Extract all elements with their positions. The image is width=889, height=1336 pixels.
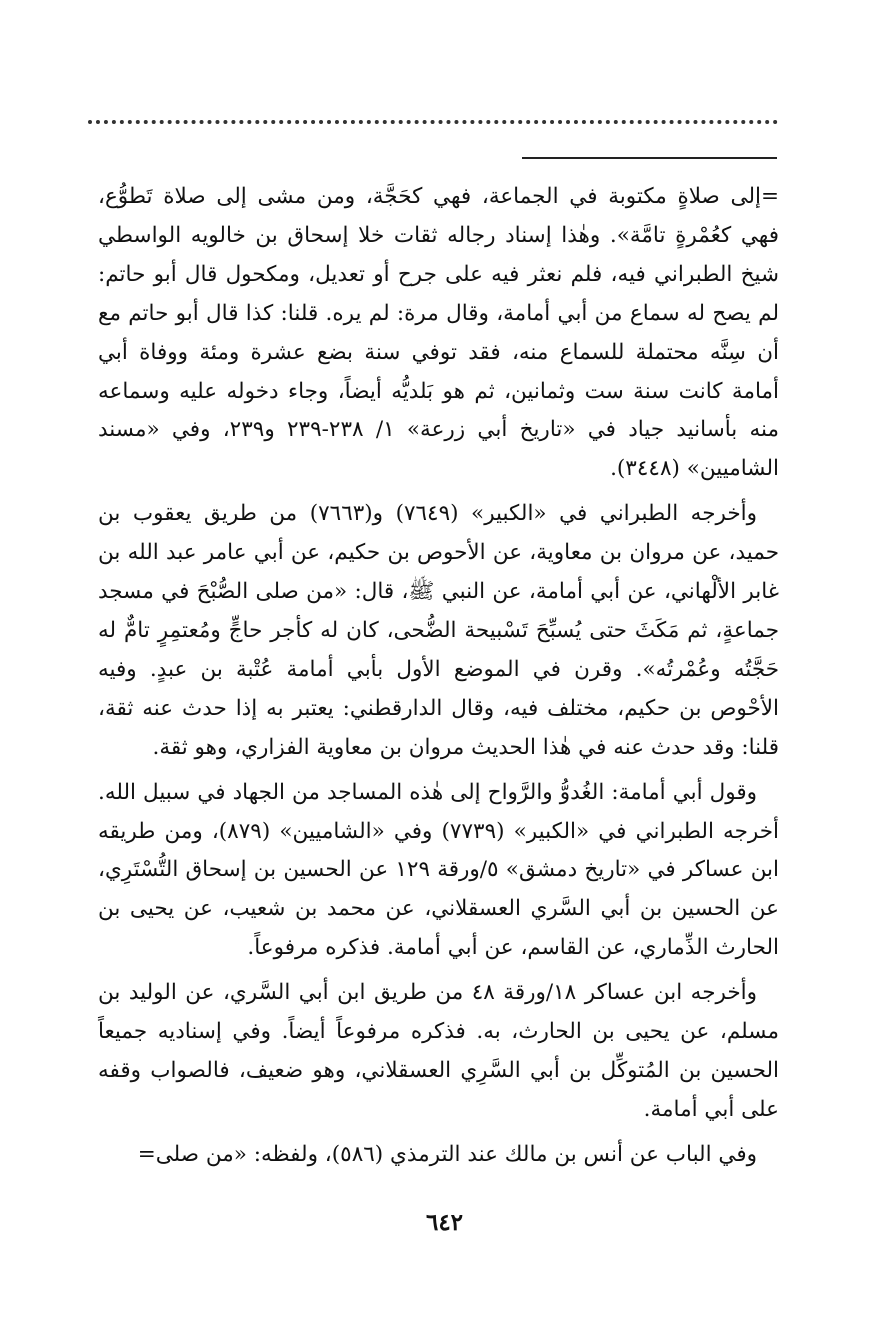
paragraph-ibn-asakir: وأخرجه ابن عساكر ١٨/ورقة ٤٨ من طريق ابن أبي السَّري، عن الوليد بن مسلم، عن يحيى بن الحارث، به. فذكره مرفوعاً أيضاً. وفي إسناديه جميعاً الحسين بن المُتوكِّل بن أبي السَّرِي العسقلاني، وهو ضعيف، فالصواب وقفه على أبي أمامة. <box>98 980 779 1122</box>
paragraph-abu-umama-saying: وقول أبي أمامة: الغُدوُّ والرَّواح إلى هٰذه المساجد من الجهاد في سبيل الله. أخرجه الطبراني في «الكبير» (٧٧٣٩) وفي «الشاميين» (٨٧٩)، ومن طريقه ابن عساكر في «تاريخ دمشق» ٥/ورقة ١٢٩ عن الحسين بن إسحاق التُّسْتَرِي، عن الحسين بن أبي السَّري العسقلاني، عن محمد بن شعيب، عن يحيى بن الحارث الذِّماري، عن القاسم، عن أبي أمامة. فذكره مرفوعاً. <box>98 779 780 961</box>
paragraph-tabarani: وأخرجه الطبراني في «الكبير» (٧٦٤٩) و(٧٦٦٣) من طريق يعقوب بن حميد، عن مروان بن معاوية، عن الأحوص بن حكيم، عن أبي عامر عبد الله بن غابر الألْهاني، عن أبي أمامة، عن النبي ﷺ، قال: «من صلى الصُّبْحَ في مسجد جماعةٍ، ثم مَكَثَ حتى يُسبِّحَ تَسْبيحة الضُّحى، كان له كأجر حاجٍّ ومُعتمِرٍ تامٌّ له حَجَّتُه وعُمْرتُه». وقرن في الموضع الأول بأبي أمامة عُتْبة بن عبدٍ. وفيه الأحْوص بن حكيم، مختلف فيه، وقال الدارقطني: يعتبر به إذا حدث عنه ثقة، قلنا: وقد حدث عنه في هٰذا الحديث مروان بن معاوية الفزاري، وهو ثقة. <box>98 501 779 760</box>
paragraph-continuation: =إلى صلاةٍ مكتوبة في الجماعة، فهي كحَجَّة، ومن مشى إلى صلاة تَطوُّع، فهي كعُمْرةٍ تامَّة». وهٰذا إسناد رجاله ثقات خلا إسحاق بن خالويه الواسطي شيخ الطبراني فيه، فلم نعثر فيه على جرح أو تعديل، ومكحول قال أبو حاتم: لم يصح له سماع من أبي أمامة، وقال مرة: لم يره. قلنا: كذا قال أبو حاتم مع أن سِنَّه محتملة للسماع منه، فقد توفي سنة بضع عشرة ومئة ووفاة أبي أمامة كانت سنة ست وثمانين، ثم هو بَلديُّه أيضاً، وجاء دخوله عليه وسماعه منه بأسانيد جياد في «تاريخ أبي زرعة» ١/ ٢٣٨-٢٣٩ و٢٣٩، وفي «مسند الشاميين» (٣٤٤٨). <box>98 184 780 482</box>
footnote-rule <box>522 157 777 159</box>
paragraph-anas: وفي الباب عن أنس بن مالك عند الترمذي (٥٨٦)، ولفظه: «من صلى= <box>137 1141 757 1167</box>
page-number: ٦٤٢ <box>425 1209 464 1236</box>
footnote-text <box>98 178 779 1181</box>
dotted-separator <box>88 120 778 124</box>
